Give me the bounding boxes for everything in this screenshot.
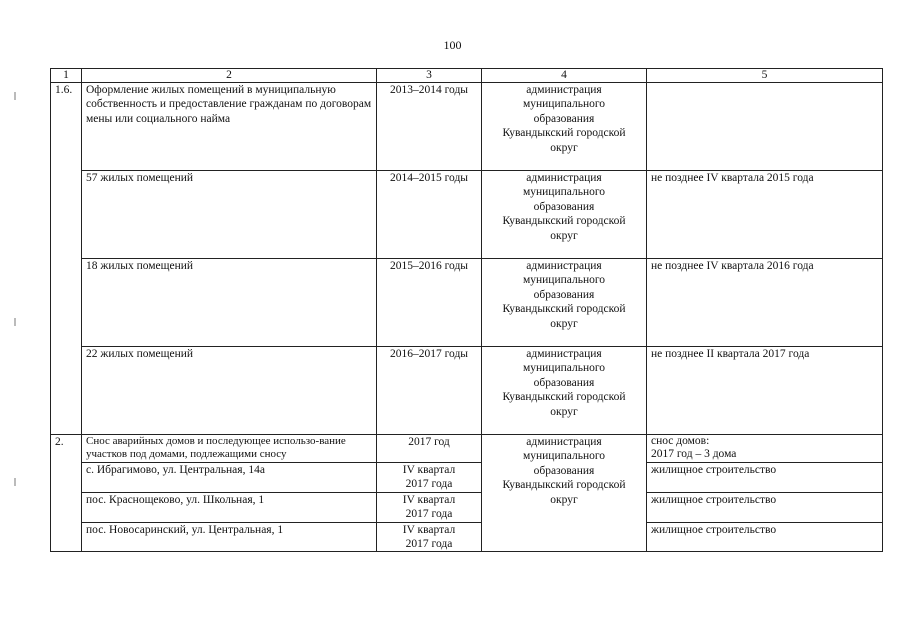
- row-number: [51, 171, 82, 259]
- row-period: 2013–2014 годы: [377, 83, 482, 171]
- column-header: 4: [482, 69, 647, 83]
- column-header: 1: [51, 69, 82, 83]
- row-number: [51, 259, 82, 347]
- table-row: [51, 435, 883, 463]
- scan-mark: [14, 92, 16, 100]
- table-row: [51, 347, 883, 435]
- row-place: пос. Новосаринский, ул. Центральная, 1: [82, 522, 377, 552]
- row-responsible: администрация муниципального образования Кувандыкский городской округ: [482, 259, 647, 347]
- row-result: жилищное строительство: [647, 463, 883, 493]
- row-period: 2014–2015 годы: [377, 171, 482, 259]
- row-result: не позднее IV квартала 2016 года: [647, 259, 883, 347]
- table-row: [51, 492, 883, 522]
- row-result: [647, 83, 883, 171]
- row-result: жилищное строительство: [647, 522, 883, 552]
- row-responsible: администрация муниципального образования Кувандыкский городской округ: [482, 83, 647, 171]
- column-header: 5: [647, 69, 883, 83]
- row-responsible: администрация муниципального образования Кувандыкский городской округ: [482, 435, 647, 552]
- row-period: IV квартал 2017 года: [377, 463, 482, 493]
- row-description: Снос аварийных домов и последующее использо-вание участков под домами, подлежащими сносу: [82, 435, 377, 463]
- page-number: 100: [443, 38, 462, 52]
- row-result: не позднее IV квартала 2015 года: [647, 171, 883, 259]
- plan-table: [50, 68, 883, 552]
- row-description: Оформление жилых помещений в муниципальную собственность и предоставление гражданам по договорам мены или социального найма: [82, 83, 377, 171]
- scan-mark: [14, 318, 16, 326]
- row-place: пос. Краснощеково, ул. Школьная, 1: [82, 492, 377, 522]
- row-responsible: администрация муниципального образования Кувандыкский городской округ: [482, 171, 647, 259]
- column-header: 3: [377, 69, 482, 83]
- row-responsible: администрация муниципального образования Кувандыкский городской округ: [482, 347, 647, 435]
- row-number: [51, 347, 82, 435]
- row-period: IV квартал 2017 года: [377, 522, 482, 552]
- scan-mark: [14, 478, 16, 486]
- table-row: [51, 83, 883, 171]
- row-result: жилищное строительство: [647, 492, 883, 522]
- row-number: 1.6.: [51, 83, 82, 171]
- row-period: 2015–2016 годы: [377, 259, 482, 347]
- row-description: 57 жилых помещений: [82, 171, 377, 259]
- row-result: снос домов: 2017 год – 3 дома: [647, 435, 883, 463]
- row-result: не позднее II квартала 2017 года: [647, 347, 883, 435]
- table-row: [51, 463, 883, 493]
- row-period: 2016–2017 годы: [377, 347, 482, 435]
- table-row: [51, 171, 883, 259]
- row-description: 18 жилых помещений: [82, 259, 377, 347]
- row-description: 22 жилых помещений: [82, 347, 377, 435]
- row-number: 2.: [51, 435, 82, 552]
- table-row: [51, 522, 883, 552]
- row-period: 2017 год: [377, 435, 482, 463]
- row-period: IV квартал 2017 года: [377, 492, 482, 522]
- row-place: с. Ибрагимово, ул. Центральная, 14а: [82, 463, 377, 493]
- table-header-row: [51, 69, 883, 83]
- column-header: 2: [82, 69, 377, 83]
- table-row: [51, 259, 883, 347]
